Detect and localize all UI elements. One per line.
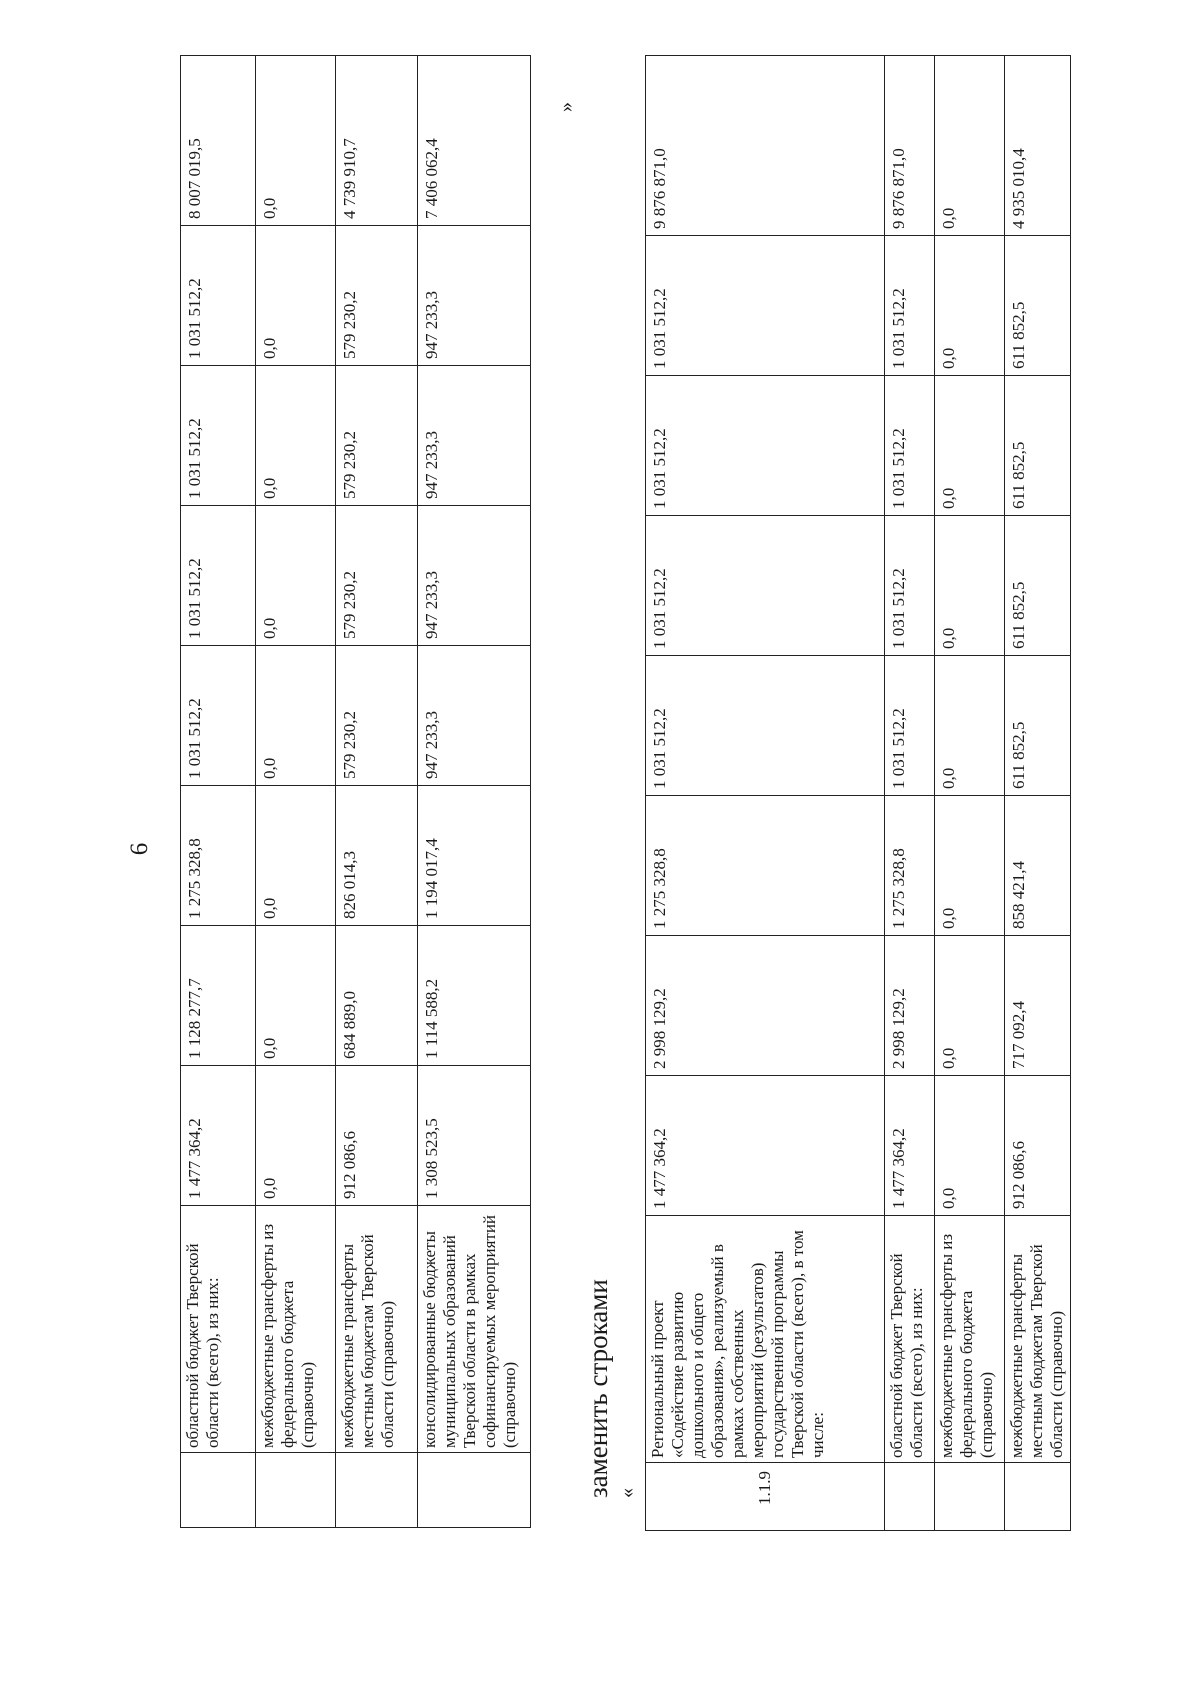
total-cell: 4 935 010,4 <box>1005 56 1071 236</box>
value-cell: 0,0 <box>256 226 336 366</box>
value-cell: 1 194 017,4 <box>418 786 531 926</box>
value-cell: 684 889,0 <box>336 926 418 1066</box>
total-cell: 0,0 <box>935 56 1005 236</box>
row-label: межбюджетные трансферты из федерального бюджета (справочно) <box>256 1206 336 1453</box>
value-cell: 0,0 <box>935 656 1005 796</box>
row-label: межбюджетные трансферты местным бюджетам Тверской области (справочно) <box>1005 1216 1071 1463</box>
value-cell: 579 230,2 <box>336 506 418 646</box>
budget-table-top <box>180 55 531 1528</box>
total-cell: 9 876 871,0 <box>885 56 935 236</box>
value-cell: 0,0 <box>256 926 336 1066</box>
table-row <box>935 56 1005 1531</box>
row-code <box>885 1463 935 1531</box>
row-code <box>181 1453 256 1528</box>
table-row <box>256 56 336 1528</box>
value-cell: 611 852,5 <box>1005 376 1071 516</box>
value-cell: 1 031 512,2 <box>646 656 885 796</box>
value-cell: 0,0 <box>256 646 336 786</box>
value-cell: 947 233,3 <box>418 366 531 506</box>
value-cell: 0,0 <box>935 236 1005 376</box>
row-label: межбюджетные трансферты из федерального бюджета (справочно) <box>935 1216 1005 1463</box>
table-row <box>646 56 885 1531</box>
value-cell: 1 031 512,2 <box>646 236 885 376</box>
value-cell: 0,0 <box>256 786 336 926</box>
row-code: 1.1.9 <box>646 1463 885 1531</box>
row-label: областной бюджет Тверской области (всего), из них: <box>181 1206 256 1453</box>
total-cell: 7 406 062,4 <box>418 56 531 226</box>
value-cell: 579 230,2 <box>336 646 418 786</box>
value-cell: 1 031 512,2 <box>885 516 935 656</box>
value-cell: 1 031 512,2 <box>181 506 256 646</box>
row-label: межбюджетные трансферты местным бюджетам Тверской области (справочно) <box>336 1206 418 1453</box>
replace-phrase: заменить строками <box>583 1279 613 1498</box>
value-cell: 0,0 <box>935 516 1005 656</box>
budget-table-bottom <box>645 55 1071 1531</box>
total-cell: 4 739 910,7 <box>336 56 418 226</box>
closing-quote: » <box>555 102 577 112</box>
value-cell: 1 308 523,5 <box>418 1066 531 1206</box>
value-cell: 1 477 364,2 <box>181 1066 256 1206</box>
value-cell: 1 275 328,8 <box>646 796 885 936</box>
value-cell: 1 128 277,7 <box>181 926 256 1066</box>
value-cell: 611 852,5 <box>1005 236 1071 376</box>
value-cell: 912 086,6 <box>336 1066 418 1206</box>
value-cell: 2 998 129,2 <box>646 936 885 1076</box>
value-cell: 0,0 <box>935 796 1005 936</box>
value-cell: 0,0 <box>935 1076 1005 1216</box>
value-cell: 579 230,2 <box>336 366 418 506</box>
value-cell: 2 998 129,2 <box>885 936 935 1076</box>
row-code <box>935 1463 1005 1531</box>
total-cell: 0,0 <box>256 56 336 226</box>
table-row <box>336 56 418 1528</box>
value-cell: 1 114 588,2 <box>418 926 531 1066</box>
value-cell: 1 477 364,2 <box>885 1076 935 1216</box>
value-cell: 0,0 <box>935 936 1005 1076</box>
table-row <box>181 56 256 1528</box>
row-label: областной бюджет Тверской области (всего), из них: <box>885 1216 935 1463</box>
row-code <box>1005 1463 1071 1531</box>
value-cell: 947 233,3 <box>418 506 531 646</box>
opening-quote: « <box>616 1488 638 1498</box>
value-cell: 0,0 <box>256 1066 336 1206</box>
value-cell: 826 014,3 <box>336 786 418 926</box>
value-cell: 1 477 364,2 <box>646 1076 885 1216</box>
row-label: консолидированные бюджеты муниципальных образований Тверской области в рамках софинансируемых мероприятий (справочно) <box>418 1206 531 1453</box>
value-cell: 0,0 <box>935 376 1005 516</box>
value-cell: 579 230,2 <box>336 226 418 366</box>
total-cell: 9 876 871,0 <box>646 56 885 236</box>
value-cell: 0,0 <box>256 366 336 506</box>
value-cell: 717 092,4 <box>1005 936 1071 1076</box>
value-cell: 1 031 512,2 <box>885 236 935 376</box>
value-cell: 947 233,3 <box>418 226 531 366</box>
page-number: 6 <box>126 842 153 856</box>
value-cell: 912 086,6 <box>1005 1076 1071 1216</box>
value-cell: 1 031 512,2 <box>885 656 935 796</box>
row-code <box>256 1453 336 1528</box>
table-row <box>1005 56 1071 1531</box>
value-cell: 1 031 512,2 <box>646 516 885 656</box>
total-cell: 8 007 019,5 <box>181 56 256 226</box>
row-code <box>418 1453 531 1528</box>
value-cell: 858 421,4 <box>1005 796 1071 936</box>
value-cell: 1 031 512,2 <box>646 376 885 516</box>
value-cell: 1 031 512,2 <box>181 366 256 506</box>
row-label: Региональный проект «Содействие развитию дошкольного и общего образования», реализуемый в рамках собственных мероприятий (результатов) государственной программы Тверской области (всего), в том числе: <box>646 1216 885 1463</box>
row-code <box>336 1453 418 1528</box>
table-row <box>418 56 531 1528</box>
table-row <box>885 56 935 1531</box>
value-cell: 1 275 328,8 <box>181 786 256 926</box>
value-cell: 1 031 512,2 <box>181 226 256 366</box>
value-cell: 1 031 512,2 <box>885 376 935 516</box>
value-cell: 947 233,3 <box>418 646 531 786</box>
value-cell: 1 031 512,2 <box>181 646 256 786</box>
value-cell: 611 852,5 <box>1005 516 1071 656</box>
value-cell: 1 275 328,8 <box>885 796 935 936</box>
value-cell: 611 852,5 <box>1005 656 1071 796</box>
value-cell: 0,0 <box>256 506 336 646</box>
